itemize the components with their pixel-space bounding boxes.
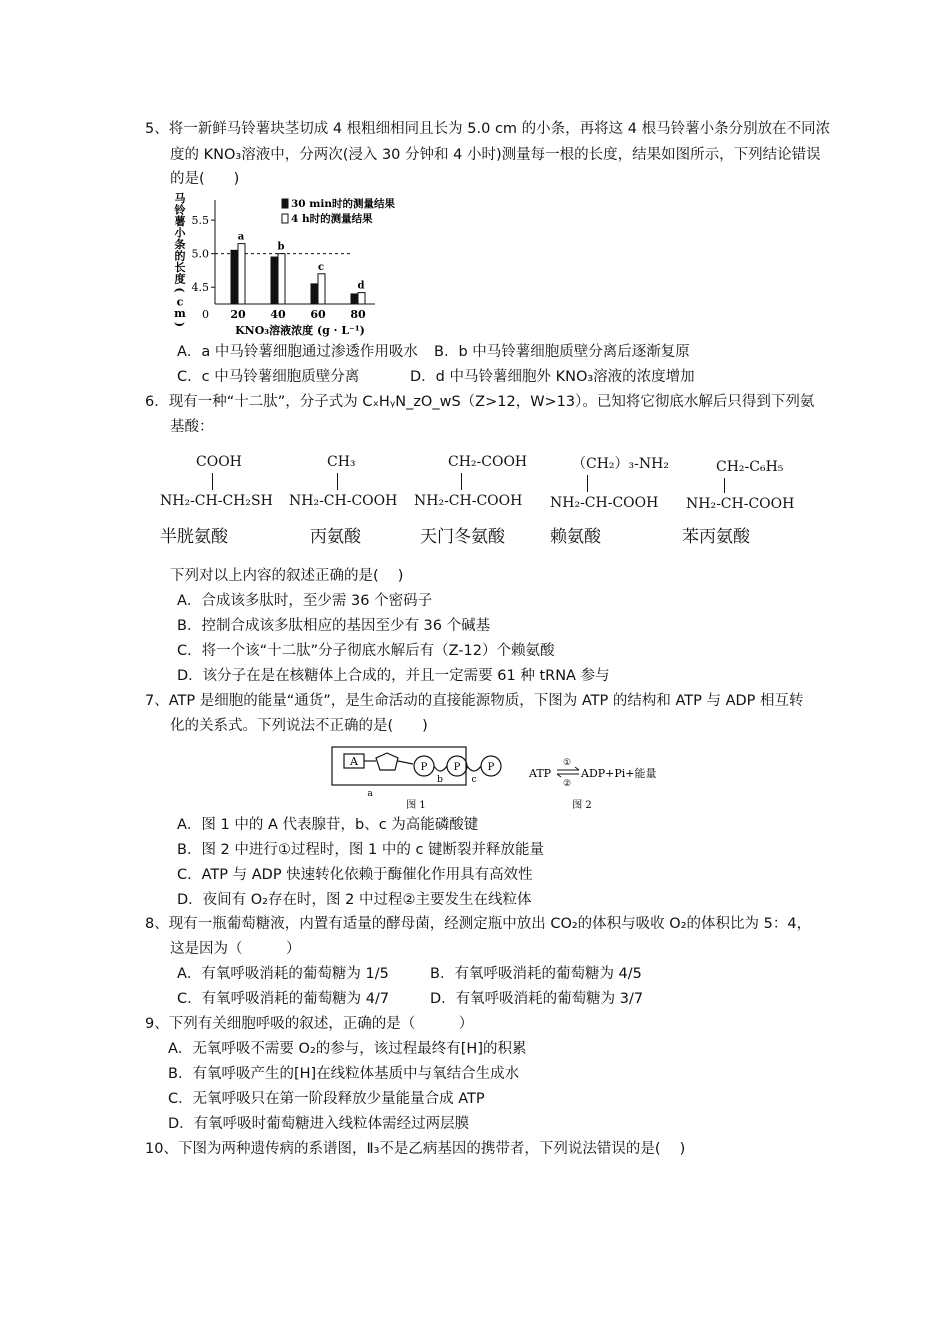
q7-stem-line1: 7、ATP 是细胞的能量“通货”，是生命活动的直接能源物质，下图为 ATP 的结构和 ATP 与 ADP 相互转: [145, 693, 804, 709]
amino3-backbone: NH₂-CH-COOH: [414, 493, 523, 509]
chart-x-tick-label: 60: [310, 308, 326, 321]
amino4-backbone: NH₂-CH-COOH: [550, 495, 659, 511]
amino5-bond: [724, 478, 725, 493]
chart-ylabel: [173, 191, 187, 327]
q6-question: 下列对以上内容的叙述正确的是( ): [170, 568, 404, 584]
q7-option-c: C．ATP 与 ADP 快速转化依赖于酶催化作用具有高效性: [177, 867, 533, 883]
amino2-name: 丙氨酸: [310, 527, 361, 547]
amino3-side-chain: CH₂-COOH: [448, 454, 528, 470]
q5-option-d: D．d 中马铃薯细胞外 KNO₃溶液的浓度增加: [410, 369, 695, 385]
chart-bar: [311, 284, 318, 304]
q7-stem-line2: 化的关系式。下列说法不正确的是( ): [170, 718, 428, 734]
q6-option-d: D．该分子在是在核糖体上合成的，并且一定需要 61 种 tRNA 参与: [177, 668, 610, 684]
chart-bar: [358, 293, 365, 304]
amino3-bond: [461, 473, 462, 490]
q9-stem: 9、下列有关细胞呼吸的叙述，正确的是（ ）: [145, 1016, 474, 1032]
amino1-side-chain: COOH: [196, 454, 242, 470]
q5-option-c: C．c 中马铃薯细胞质壁分离: [177, 369, 360, 385]
q10-stem: 10、下图为两种遗传病的系谱图，Ⅱ₃不是乙病基因的携带者，下列说法错误的是( ): [145, 1141, 686, 1157]
chart-ylabel-char: c: [176, 295, 184, 309]
svg-text:P: P: [487, 762, 495, 773]
chart-legend: [282, 197, 396, 225]
svg-text:c: c: [471, 775, 477, 785]
chart-y-tick-label: 5.5: [191, 214, 209, 228]
ribose-pentagon: [376, 753, 398, 770]
chart-xlabel: KNO₃溶液浓度 (g · L⁻¹): [235, 324, 365, 337]
amino5-name: 苯丙氨酸: [682, 527, 750, 547]
q9-option-d: D．有氧呼吸时葡萄糖进入线粒体需经过两层膜: [168, 1116, 470, 1132]
chart-ylabel-char: m: [174, 307, 186, 320]
amino5-backbone: NH₂-CH-COOH: [686, 496, 795, 512]
svg-text:A: A: [350, 755, 358, 768]
q9-option-b: B．有氧呼吸产生的[H]在线粒体基质中与氧结合生成水: [168, 1066, 520, 1082]
chart-bar: [278, 254, 285, 304]
q7-option-a: A．图 1 中的 A 代表腺苷，b、c 为高能磷酸键: [177, 817, 479, 833]
amino1-backbone: NH₂-CH-CH₂SH: [160, 493, 273, 509]
chart-ylabel-char: 的: [174, 249, 186, 263]
q5-option-b: B．b 中马铃薯细胞质壁分离后逐渐复原: [434, 344, 690, 360]
amino3-name: 天门冬氨酸: [420, 527, 505, 547]
chart-ylabel-char: (: [173, 287, 186, 293]
chart-bar-label: c: [317, 261, 325, 273]
amino1-name: 半胱氨酸: [160, 527, 228, 547]
chart-bar-label: b: [277, 241, 285, 253]
svg-text:图 1: 图 1: [406, 800, 426, 811]
svg-text:P: P: [420, 762, 428, 773]
q6-stem-line1: 6．现有一种“十二肽”，分子式为 CₓHᵧN_zO_wS（Z>12，W>13）。已知将它彻底水解后只得到下列氨: [145, 394, 815, 410]
chart-bars: [230, 232, 366, 337]
atp-adp-equation-figure: [527, 756, 667, 812]
q5-option-a: A．a 中马铃薯细胞通过渗透作用吸水: [177, 344, 418, 360]
chart-x-tick-label: 80: [350, 308, 366, 321]
svg-text:图 2: 图 2: [572, 800, 592, 811]
chart-y-tick-label: 5.0: [191, 247, 209, 261]
q9-option-a: A．无氧呼吸不需要 O₂的参与，该过程最终有[H]的积累: [168, 1041, 527, 1057]
amino4-name: 赖氨酸: [550, 527, 601, 547]
q8-stem-line2: 这是因为（ ）: [170, 941, 301, 957]
chart-legend-label: 30 min时的测量结果: [291, 198, 395, 210]
chart-bar: [318, 274, 325, 304]
chart-bar: [238, 244, 245, 304]
chart-bar-label: a: [237, 231, 245, 243]
svg-text:①: ①: [563, 758, 572, 768]
amino2-side-chain: CH₃: [327, 454, 356, 470]
chart-x-tick-label: 20: [230, 308, 246, 321]
chart-legend-swatch: [282, 199, 288, 208]
chart-origin-label: 0: [202, 308, 209, 321]
q6-option-a: A．合成该多肽时，至少需 36 个密码子: [177, 593, 433, 609]
chart-ylabel-char: 度: [174, 272, 186, 286]
chart-ylabel-char: ): [173, 321, 186, 328]
chart-legend-swatch: [282, 214, 288, 223]
q8-option-d: D．有氧呼吸消耗的葡萄糖为 3/7: [430, 991, 644, 1007]
chart-ylabel-char: 条: [174, 238, 186, 251]
amino5-side-chain: CH₂-C₆H₅: [716, 459, 784, 475]
amino2-bond: [337, 473, 338, 490]
chart-ylabel-char: 长: [174, 261, 186, 274]
svg-text:ATP: ATP: [529, 767, 552, 780]
chart-ylabel-char: 马: [174, 192, 186, 205]
chart-ylabel-char: 薯: [174, 215, 186, 228]
q5-stem-line2: 度的 KNO₃溶液中，分两次(浸入 30 分钟和 4 小时)测量每一根的长度，结果如图所示，下列结论错误: [170, 147, 821, 163]
chart-ylabel-char: 铃: [174, 203, 186, 217]
q6-option-b: B．控制合成该多肽相应的基因至少有 36 个碱基: [177, 618, 491, 634]
svg-text:②: ②: [563, 779, 572, 789]
amino2-backbone: NH₂-CH-COOH: [289, 493, 398, 509]
svg-text:b: b: [437, 775, 443, 785]
chart-x-tick-label: 40: [270, 308, 286, 321]
amino4-bond: [587, 475, 588, 492]
svg-text:P: P: [453, 762, 461, 773]
chart-bar: [271, 257, 278, 304]
amino4-side-chain: （CH₂）₃-NH₂: [572, 456, 669, 472]
q8-option-c: C．有氧呼吸消耗的葡萄糖为 4/7: [177, 991, 390, 1007]
q7-option-d: D．夜间有 O₂存在时，图 2 中过程②主要发生在线粒体: [177, 892, 532, 908]
q6-stem-line2: 基酸：: [170, 419, 214, 435]
q5-bar-chart: [170, 190, 420, 340]
chart-bar: [231, 250, 238, 304]
chart-ylabel-char: 小: [174, 226, 186, 240]
q5-stem-line3: 的是( ): [170, 171, 240, 187]
q8-option-b: B．有氧呼吸消耗的葡萄糖为 4/5: [430, 966, 642, 982]
q7-option-b: B．图 2 中进行①过程时，图 1 中的 c 键断裂并释放能量: [177, 842, 545, 858]
q6-option-c: C．将一个该“十二肽”分子彻底水解后有（Z-12）个赖氨酸: [177, 643, 555, 659]
chart-bar: [351, 294, 358, 304]
atp-structure-figure: [330, 744, 520, 812]
q5-stem-line1: 5、将一新鲜马铃薯块茎切成 4 根粗细相同且长为 5.0 cm 的小条，再将这 4 根马铃薯小条分别放在不同浓: [145, 121, 831, 137]
chart-legend-label: 4 h时的测量结果: [291, 213, 373, 225]
chart-bar-label: d: [357, 280, 365, 292]
q8-stem-line1: 8、现有一瓶葡萄糖液，内置有适量的酵母菌，经测定瓶中放出 CO₂的体积与吸收 O₂的体积比为 5：4，: [145, 916, 812, 932]
svg-text:a: a: [367, 789, 373, 799]
amino1-bond: [212, 473, 213, 490]
q9-option-c: C．无氧呼吸只在第一阶段释放少量能量合成 ATP: [168, 1091, 485, 1107]
svg-text:ADP+Pi+能量: ADP+Pi+能量: [581, 767, 657, 780]
q8-option-a: A．有氧呼吸消耗的葡萄糖为 1/5: [177, 966, 389, 982]
chart-y-tick-label: 4.5: [191, 281, 209, 295]
